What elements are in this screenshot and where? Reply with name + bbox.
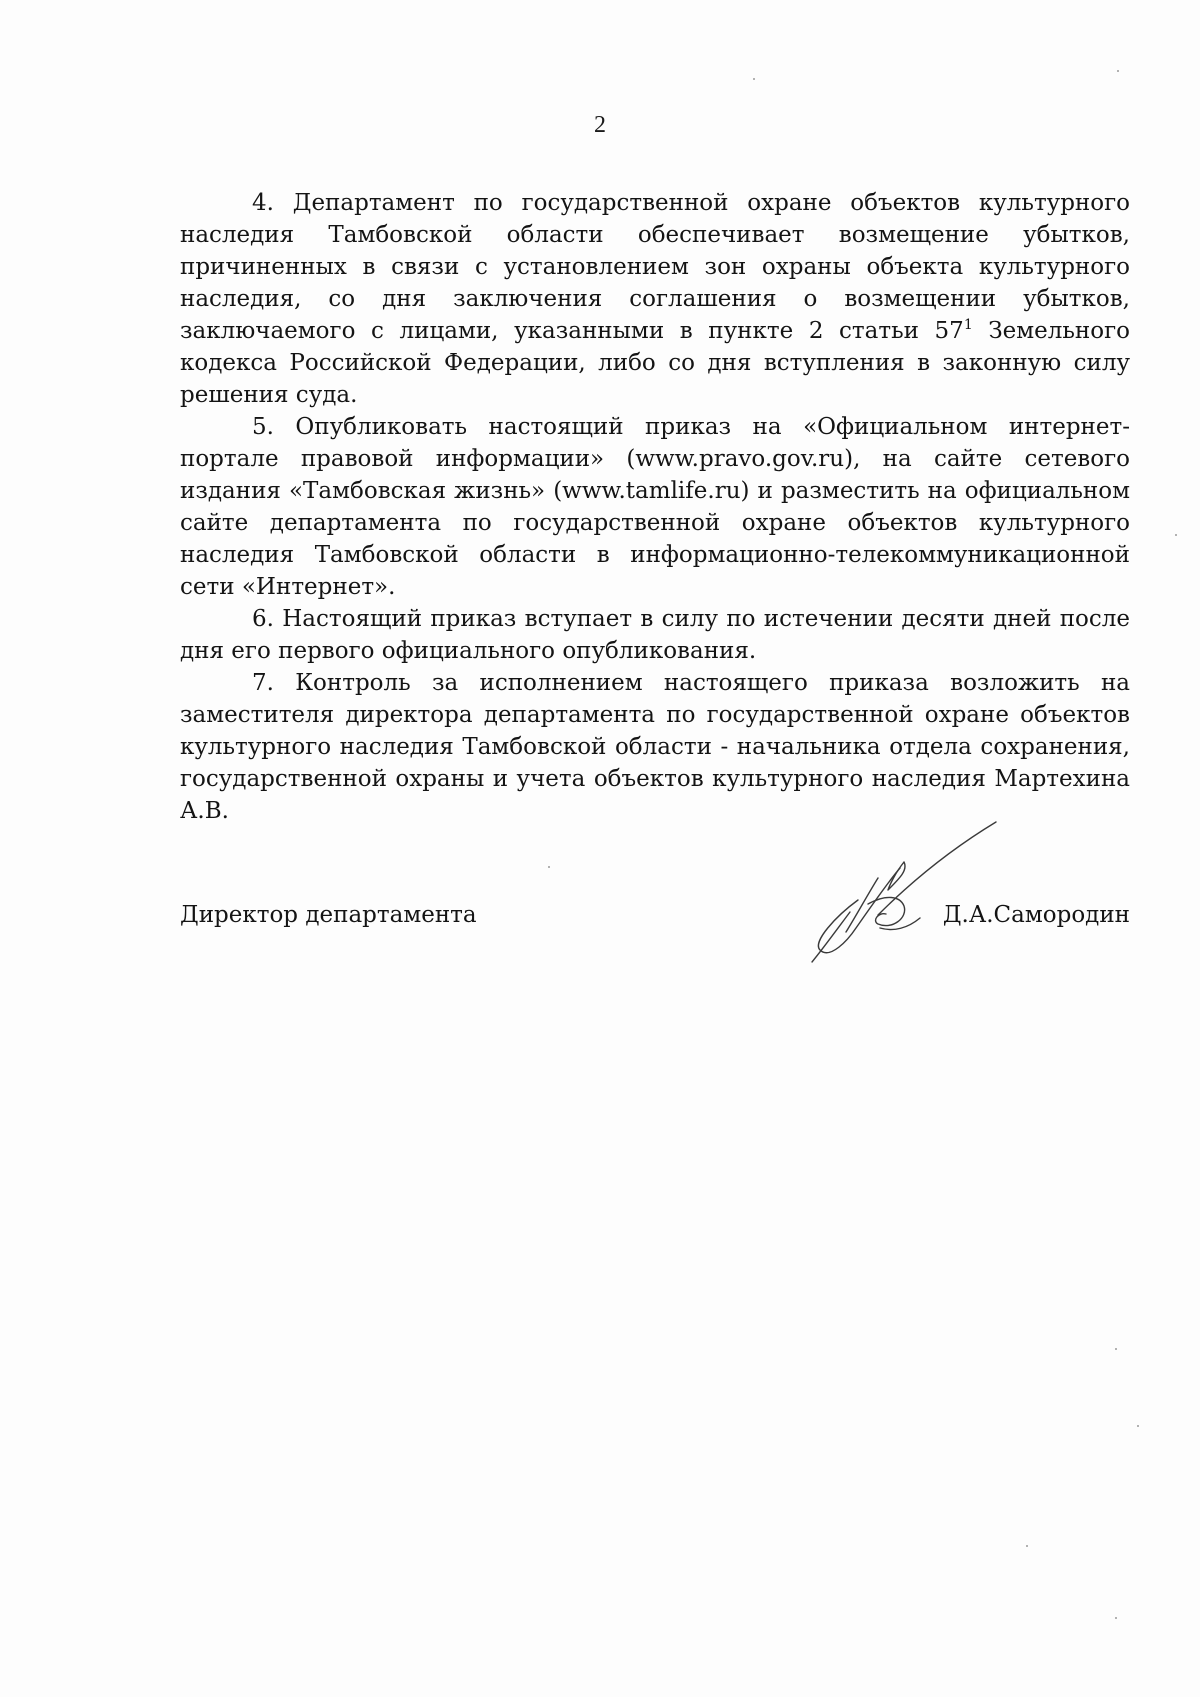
- paragraph-6: 6. Настоящий приказ вступает в силу по истечении десяти дней после дня его первого официального опубликования.: [180, 606, 1130, 664]
- scan-speck: [1115, 1348, 1117, 1350]
- scan-speck: [1175, 534, 1177, 536]
- paragraph-4: [180, 187, 1130, 411]
- paragraph-5: 5. Опубликовать настоящий приказ на «Официальном интернет-портале правовой информации» (www.pravo.gov.ru), на сайте сетевого издания «Тамбовская жизнь» (www.tamlife.ru) и разместить на официальном сайте департамента по государственной охране объектов культурного наследия Тамбовской области в информационно-телекоммуникационной сети «Интернет».: [180, 414, 1130, 600]
- scan-speck: [1115, 1617, 1117, 1619]
- scan-speck: [1117, 70, 1119, 72]
- signer-name: Д.А.Самородин: [942, 902, 1130, 928]
- paragraph-4-text-end: Земельного кодекса Российской Федерации, либо со дня вступления в законную силу решения суда.: [180, 318, 1131, 408]
- signer-title: Директор департамента: [180, 902, 477, 928]
- article-superscript: 1: [963, 317, 973, 333]
- scan-speck: [753, 78, 755, 80]
- scan-speck: [1137, 1425, 1139, 1427]
- scan-speck: [1026, 1545, 1028, 1547]
- handwritten-signature: [808, 820, 998, 965]
- document-body: [180, 187, 1130, 827]
- paragraph-4-text: 4. Департамент по государственной охране объектов культурного наследия Тамбовской области обеспечивает возмещение убытков, причиненных в связи с установлением зон охраны объекта культурного наследия, со дня заключения соглашения о возмещении убытков, заключаемого с лицами, указанными в пункте 2 статьи 57: [180, 190, 1130, 344]
- scan-speck: [548, 866, 550, 868]
- page-number: 2: [594, 112, 606, 138]
- paragraph-7: 7. Контроль за исполнением настоящего приказа возложить на заместителя директора департамента по государственной охране объектов культурного наследия Тамбовской области - начальника отдела сохранения, государственной охраны и учета объектов культурного наследия Мартехина А.В.: [180, 670, 1130, 824]
